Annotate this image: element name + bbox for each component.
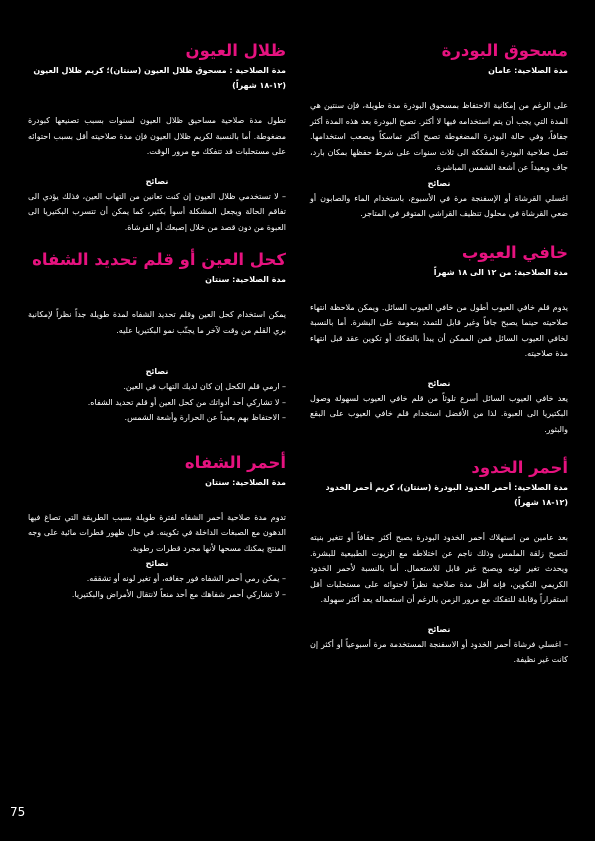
blush-title: أحمر الخدود: [471, 458, 568, 477]
page-number: 75: [10, 805, 26, 819]
powder-tips-heading: نصائح: [427, 178, 451, 188]
concealer-tips: يعد خافي العيوب السائل أسرع تلوثاً من قلم خافي العيوب لسهولة وصول البكتيريا الى العبوة. لذا من الأفضل استخدام قلم خافي العيوب على البقع والبثور.: [310, 393, 568, 434]
eyeshadow-tips: – لا تستخدمي ظلال العيون إن كنت تعانين من التهاب العين، فذلك يؤدي الى تفاقم الحالة ويجعل المشكلة أسوأ بكثير، كما يمكن أن تتسرب البكتيريا الى العبوة من دون قصد من خلال إصبعك أو الفرشاة.: [28, 191, 286, 232]
powder-body: على الرغم من إمكانية الاحتفاظ بمسحوق البودرة مدة طويلة، فإن سنتين هي المدة التي يجب أن يتم استخدامه فيها لا أكثر. تصبح البودرة بعد هذه المدة أكثر جفافاً، وفي حالة البودرة المضغوطة تصبح أكثر تماسكاً ويصعب استخدامها. تصل صلاحية البودرة المفككة الى ثلاث سنوات على شرط حفظها بمكان بارد، جاف وبعيداً عن أشعة الشمس المباشرة.: [310, 101, 568, 172]
blush-expiry: مدة الصلاحية: أحمر الخدود البودرة (سنتان)، كريم أحمر الخدود (١٢-١٨ شهراً): [325, 483, 568, 507]
eyeshadow-body: تطول مدة صلاحية مساحيق ظلال العيون لسنوات بسبب تصنيعها كبودرة مضغوطة. أما بالنسبة لكريم ظلال العيون فإن مدة صلاحيته أقل بسبب احتوائه على مستحلبات قد تتفكك مع مرور الوقت.: [28, 116, 286, 156]
eyeliner-tip-3: – الاحتفاظ بهم بعيداً عن الحرارة وأشعة الشمس.: [124, 413, 286, 422]
lipstick-title: أحمر الشفاه: [184, 452, 286, 472]
lipstick-expiry: مدة الصلاحية: سنتان: [205, 477, 286, 487]
lipstick-tip-1: – يمكن رمي أحمر الشفاه فور جفافه، أو تغير لونه أو تشققه.: [86, 574, 286, 583]
eyeliner-tip-1: – ارمي قلم الكحل إن كان لديك التهاب في العين.: [123, 382, 286, 391]
powder-title: مسحوق البودرة: [441, 41, 568, 60]
powder-tips: اغسلي القرشاة أو الإسفنجة مرة في الأسبوع، باستخدام الماء والصابون أو ضعي القرشاة في محلول تنظيف القراشي المتوفر في المتاجر.: [310, 193, 568, 218]
concealer-expiry: مدة الصلاحية: من ١٢ الى ١٨ شهراً: [433, 267, 568, 277]
eyeliner-tip-2: – لا تشاركي أحد أدواتك من كحل العين أو قلم تحديد الشفاه.: [87, 397, 286, 407]
powder-expiry: مدة الصلاحية: عامان: [488, 66, 568, 75]
right-column: [310, 40, 568, 668]
blush-tips-heading: نصائح: [427, 624, 451, 634]
left-column: [28, 40, 286, 602]
eyeliner-expiry: مدة الصلاحية: سنتان: [205, 275, 286, 284]
eyeliner-title: كحل العين أو قلم تحديد الشفاه: [32, 250, 286, 269]
lipstick-body: تدوم مدة صلاحية أحمر الشفاه لفترة طويلة بسبب الطريقة التي تصاغ فيها الدهون مع الصبغات الداخلة في تكوينه. في حال ظهور قطرات مائية على وجه المنتج يمكنك مسحها لأنها مجرد قطرات رطوبة.: [28, 512, 286, 553]
lipstick-tips-heading: نصائح: [145, 559, 169, 568]
lipstick-tip-2: – لا تشاركي أحمر شفاهك مع أحد منعاً لانتقال الأمراض والبكتيريا.: [71, 589, 286, 599]
eyeliner-tips-heading: نصائح: [145, 367, 169, 376]
blush-body: بعد عامين من استهلاك أحمر الخدود البودرة يصبح أكثر جفافاً أو تتغير بنيته لتصبح زلقة الملمس وذلك ناجم عن اختلاطه مع الزيوت الطبيعية للبشرة. ويحدث تغير لونه ويصبح غير قابل للاستعمال. أما بالنسبة لأحمر الخدود الكريمي التكوين، فإنه أقل مدة صلاحية نظراً لاحتوائه على مستحلبات أقل استقراراً وقابلة للتفكك مع مرور الزمن بالرغم أن استعماله يعد أكثر سهولة.: [310, 533, 568, 604]
blush-tips: – اغسلي فرشاة أحمر الخدود أو الاسفنجة المستخدمة مرة أسبوعياً أو أكثر إن كانت غير نظيفة.: [310, 639, 568, 664]
concealer-tips-heading: نصائح: [427, 378, 451, 388]
eyeshadow-tips-heading: نصائح: [145, 176, 169, 186]
concealer-body: يدوم قلم خافي العيوب أطول من خافي العيوب السائل. ويمكن ملاحظة انتهاء صلاحيته حينما يصبح جافاً وغير قابل للتمدد بنعومة على البشرة. أما بالنسبة لخافي العيوب السائل فمن الممكن أن يبدأ بالتفكك أو تكوين عقد قبل انتهاء مدة صلاحيته.: [310, 302, 568, 358]
eyeshadow-title: ظلال العيون: [185, 41, 286, 60]
concealer-title: خافي العيوب: [461, 242, 568, 262]
eyeliner-body: يمكن استخدام كحل العين وقلم تحديد الشفاه لمدة طويلة جداً نظراً لإمكانية بري القلم من وقت لآخر ما يجنّب نمو البكتيريا عليه.: [28, 310, 286, 335]
eyeshadow-expiry: مدة الصلاحية : مسحوق ظلال العيون (سنتان)؛ كريم ظلال العيون (١٢-١٨ شهراً): [33, 66, 286, 90]
